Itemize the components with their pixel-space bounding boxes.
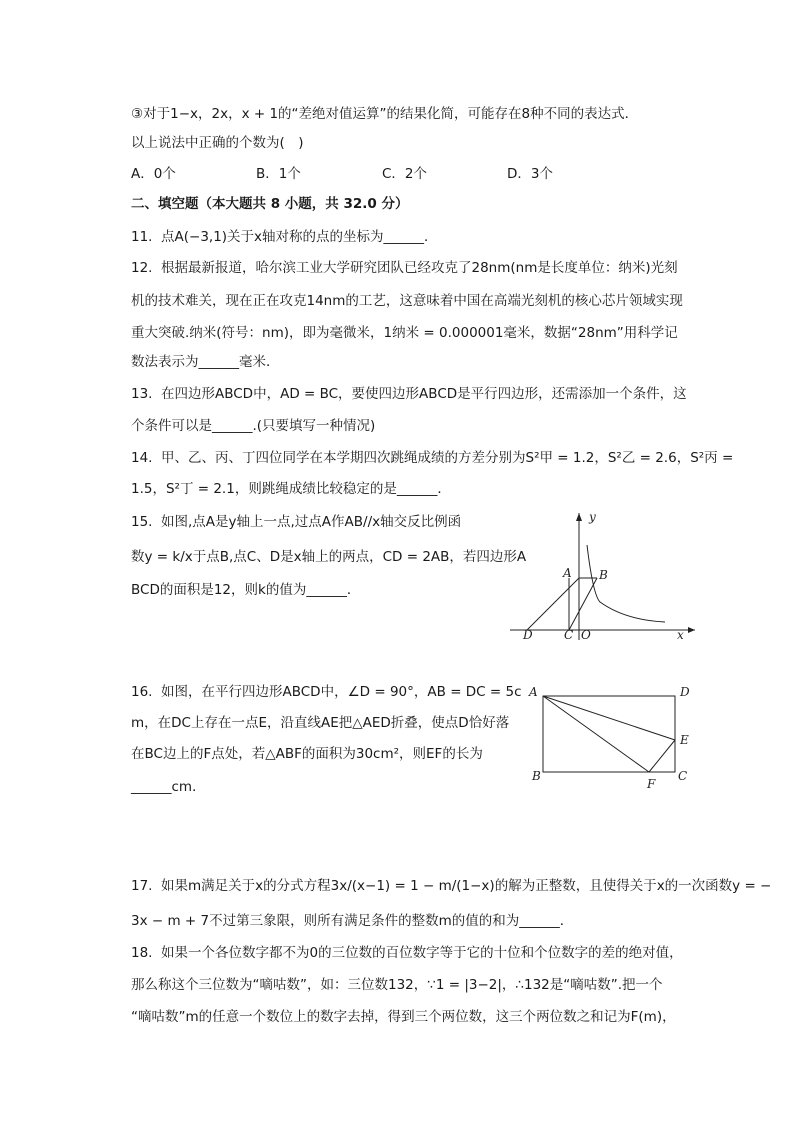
q10-statement-3: ③对于1−x，2x，x + 1的“差绝对值运算”的结果化简，可能存在8种不同的表达式． (131, 106, 639, 122)
segment-bc (569, 578, 597, 630)
x-axis-arrow (688, 627, 695, 633)
q18-line-2: 那么称这个三位数为“嘀咕数”，如：三位数132，∵1 = |3−2|，∴132是“嘀咕数”.把一个 (131, 977, 663, 993)
q12-line-3: 重大突破.纳米(符号：nm)，即为毫微米，1纳米 = 0.000001毫米，数据“28nm”用科学记 (131, 325, 678, 341)
q16-line-3: 在BC边上的F点处，若△ABF的面积为30cm²，则EF的长为 (131, 746, 483, 762)
q14-line-1 (131, 448, 733, 468)
q16-number: 16. (131, 684, 153, 700)
q14-number: 14. (131, 450, 153, 466)
q12-line-4: 数法表示为______毫米． (131, 354, 280, 370)
q12-line-2: 机的技术难关，现在正在攻克14nm的工艺，这意味着中国在高端光刻机的核心芯片领域实现 (131, 293, 683, 309)
q14-text-1: 甲、乙、丙、丁四位同学在本学期四次跳绳成绩的方差分别为S²甲 = 1.2，S²乙 = 2.6，S²丙 = (161, 450, 734, 466)
q15-line-3: BCD的面积是12，则k的值为______． (131, 582, 361, 598)
q18-number: 18. (131, 945, 153, 961)
q16-line-1 (131, 682, 522, 702)
q18-text-1: 如果一个各位数字都不为0的三位数的百位数字等于它的十位和个位数字的差的绝对值， (161, 945, 683, 961)
q10-option-d: D．3个 (507, 166, 553, 182)
label-d: D (680, 685, 690, 699)
q16-line-4: ______cm． (131, 779, 206, 795)
hyperbola-curve (587, 545, 665, 622)
q12-number: 12. (131, 260, 153, 276)
label-a: A (563, 566, 572, 580)
segment-fe (649, 740, 675, 772)
label-c: C (678, 769, 688, 783)
q12-line-1 (131, 258, 678, 278)
q13-line-2: 个条件可以是______.(只要填写一种情况) (131, 418, 376, 434)
label-b: B (599, 568, 608, 582)
label-d: D (523, 628, 533, 642)
q15-figure (505, 505, 705, 645)
section-title: 二、填空题（本大题共 8 小题，共 32.0 分） (131, 196, 409, 212)
label-c: C (564, 628, 574, 642)
label-a: A (529, 685, 538, 699)
label-b: B (532, 769, 541, 783)
rectangle-abcd (543, 696, 675, 772)
q17-number: 17. (131, 878, 153, 894)
q16-line-2: m，在DC上存在一点E，沿直线AE把△AED折叠，使点D恰好落 (131, 715, 510, 731)
q15-number: 15. (131, 514, 153, 530)
segment-ae (543, 696, 675, 740)
q14-line-2: 1.5，S²丁 = 2.1，则跳绳成绩比较稳定的是______． (131, 481, 451, 497)
q15-line-1 (131, 512, 461, 532)
q13-text-1: 在四边形ABCD中，AD = BC，要使四边形ABCD是平行四边形，还需添加一个条件，这 (161, 386, 687, 402)
label-f: F (647, 777, 656, 791)
q10-option-c: C．2个 (382, 166, 428, 182)
q17-line-1 (131, 876, 771, 896)
q17-line-2: 3x − m + 7不过第三象限，则所有满足条件的整数m的值的和为______． (131, 913, 574, 929)
q11-number: 11. (131, 229, 153, 245)
q15-text-1: 如图,点A是y轴上一点,过点A作AB//x轴交反比例函 (161, 514, 462, 530)
q18-line-1 (131, 943, 683, 963)
q15-line-2: 数y = k/x于点B,点C、D是x轴上的两点，CD = 2AB，若四边形A (131, 549, 527, 565)
q17-text-1: 如果m满足关于x的分式方程3x/(x−1) = 1 − m/(1−x)的解为正整数，且使得关于x的一次函数y = − (161, 878, 772, 894)
q10-option-b: B．1个 (256, 166, 301, 182)
q13-number: 13. (131, 386, 153, 402)
segment-af (543, 696, 649, 772)
label-x: x (677, 628, 684, 642)
label-o: O (581, 628, 591, 642)
q10-option-a: A．0个 (131, 166, 176, 182)
label-e: E (680, 733, 689, 747)
q13-line-1 (131, 384, 687, 404)
segment-ad (527, 578, 579, 630)
q16-text-1: 如图，在平行四边形ABCD中，∠D = 90°，AB = DC = 5c (161, 684, 522, 700)
label-y: y (589, 510, 596, 524)
q11-text: 点A(−3,1)关于x轴对称的点的坐标为______． (161, 229, 438, 245)
q16-figure (523, 684, 703, 794)
q11 (131, 227, 438, 247)
q10-prompt: 以上说法中正确的个数为( ) (131, 135, 304, 151)
q12-text-1: 根据最新报道，哈尔滨工业大学研究团队已经攻克了28nm(nm是长度单位：纳米)光刻 (161, 260, 678, 276)
y-axis-arrow (576, 513, 582, 521)
q18-line-3: “嘀咕数”m的任意一个数位上的数字去掉，得到三个两位数，这三个两位数之和记为F(m)， (131, 1009, 676, 1025)
